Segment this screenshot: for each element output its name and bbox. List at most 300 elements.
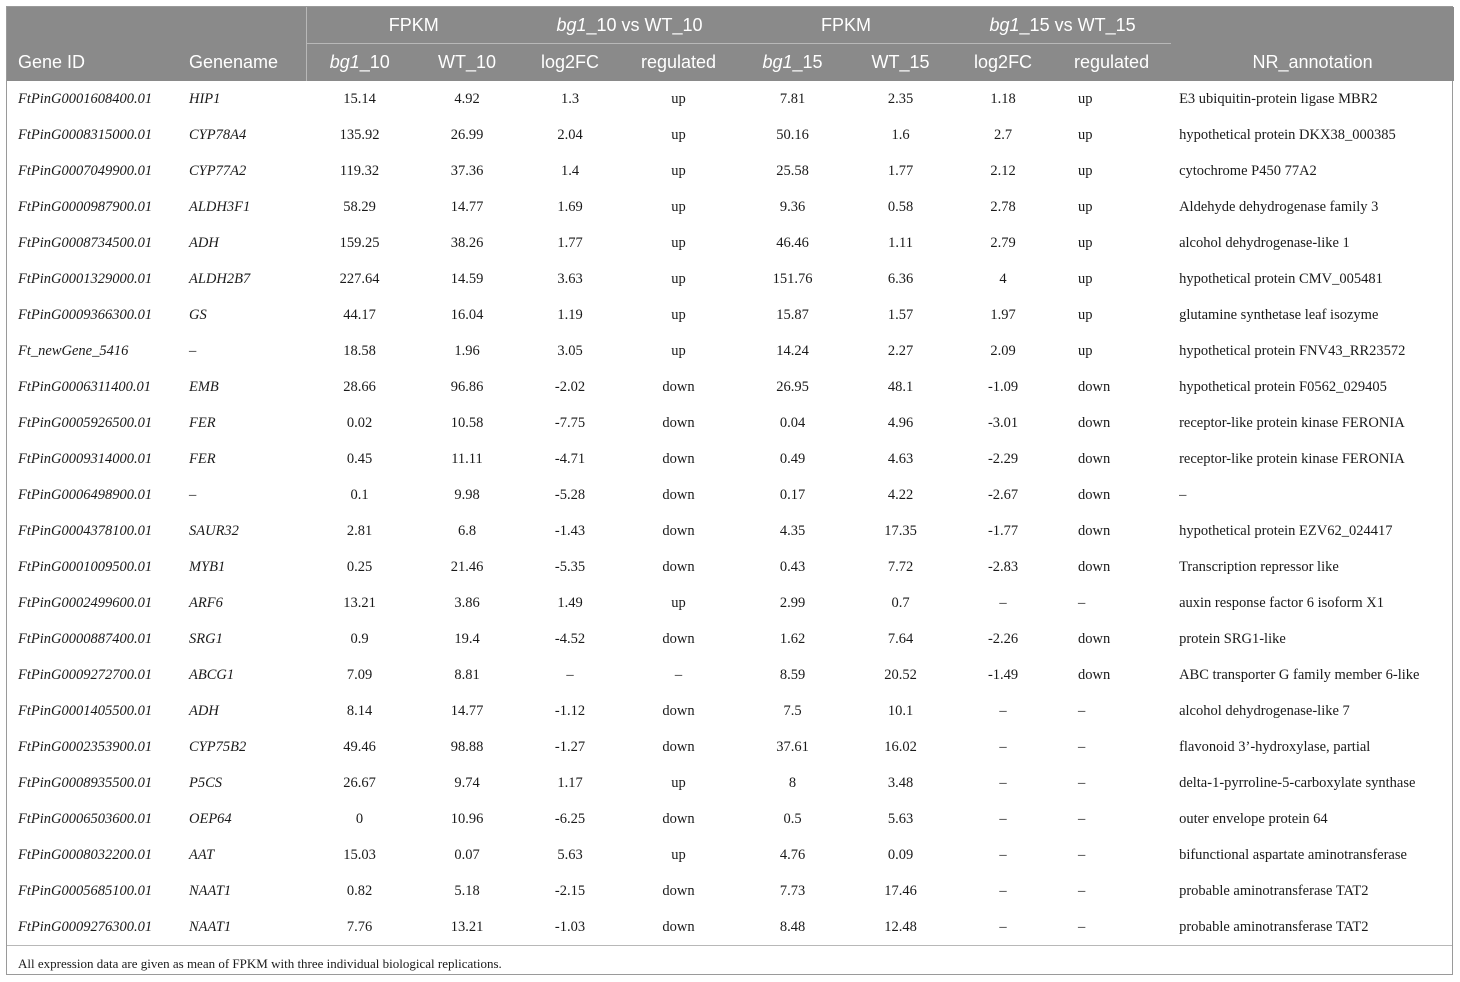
cell-bg1-10: 0.02 [346, 414, 373, 431]
cell-log2fc-15: 4 [999, 270, 1007, 287]
cell-genename: EMB [189, 378, 219, 395]
cell-log2fc-10: -4.71 [554, 450, 586, 467]
table-row [7, 153, 1454, 189]
cell-gene-id: FtPinG0008734500.01 [18, 234, 153, 251]
cell-log2fc-15: – [999, 738, 1007, 755]
cell-wt-15: 7.72 [887, 558, 914, 575]
cell-log2fc-15: 2.12 [990, 162, 1016, 179]
table-header [7, 7, 1454, 81]
cell-log2fc-15: 2.79 [990, 234, 1016, 251]
cell-gene-id: FtPinG0001405500.01 [18, 702, 153, 719]
cell-genename: ARF6 [189, 594, 223, 611]
column-header-log2fc-15: log2FC [974, 52, 1033, 72]
cell-wt-10: 10.58 [450, 414, 484, 431]
cell-wt-10: 4.92 [454, 90, 480, 107]
cell-genename: FER [189, 450, 216, 467]
cell-log2fc-10: -1.43 [554, 522, 586, 539]
cell-regulated-15: up [1078, 270, 1093, 287]
column-header-label: bg1 [329, 52, 360, 72]
cell-regulated-10: up [671, 846, 686, 863]
cell-nr-annotation: probable aminotransferase TAT2 [1179, 882, 1369, 899]
cell-bg1-10: 0.9 [350, 630, 369, 647]
cell-nr-annotation: hypothetical protein DKX38_000385 [1179, 126, 1396, 143]
cell-bg1-10: 159.25 [339, 234, 380, 251]
cell-wt-10: 5.18 [454, 882, 480, 899]
cell-gene-id: FtPinG0006311400.01 [18, 378, 152, 395]
cell-bg1-15: 15.87 [776, 306, 809, 323]
cell-regulated-15: – [1078, 882, 1086, 899]
cell-genename: – [189, 486, 197, 503]
table-row [7, 693, 1454, 729]
cell-gene-id: FtPinG0007049900.01 [18, 162, 153, 179]
table-row [7, 585, 1454, 621]
cell-wt-10: 96.86 [450, 378, 484, 395]
cell-gene-id: FtPinG0004378100.01 [18, 522, 153, 539]
column-header-bg1-10 [306, 44, 413, 82]
cell-gene-id: FtPinG0008315000.01 [18, 126, 153, 143]
cell-regulated-10: up [671, 774, 686, 791]
cell-gene-id: FtPinG0001608400.01 [18, 90, 153, 107]
cell-bg1-10: 0.1 [350, 486, 369, 503]
cell-wt-15: 5.63 [887, 810, 914, 827]
cell-log2fc-10: -2.15 [554, 882, 586, 899]
cell-log2fc-15: – [999, 774, 1007, 791]
cell-wt-15: 4.63 [887, 450, 914, 467]
column-header-log2fc-10: log2FC [541, 52, 600, 72]
cell-genename: – [189, 342, 197, 359]
column-header-label: _15 [792, 52, 823, 72]
cell-bg1-15: 0.49 [779, 450, 806, 467]
cell-log2fc-10: 2.04 [557, 126, 583, 143]
cell-regulated-15: down [1078, 450, 1111, 467]
cell-wt-10: 6.8 [457, 522, 477, 539]
cell-nr-annotation: outer envelope protein 64 [1179, 810, 1328, 827]
column-header-nr-annotation: NR_annotation [1252, 51, 1373, 72]
cell-regulated-15: down [1078, 522, 1111, 539]
cell-log2fc-10: 1.19 [557, 306, 583, 323]
column-header-bg1-15 [738, 44, 847, 82]
cell-bg1-10: 13.21 [343, 594, 376, 611]
cell-wt-10: 98.88 [450, 738, 484, 755]
cell-genename: NAAT1 [189, 918, 232, 935]
cell-nr-annotation: Aldehyde dehydrogenase family 3 [1179, 198, 1379, 215]
group-header-compare-10 [521, 7, 738, 44]
cell-regulated-15: down [1078, 414, 1111, 431]
cell-wt-15: 1.57 [887, 306, 914, 323]
cell-regulated-15: – [1078, 774, 1086, 791]
cell-bg1-15: 9.36 [779, 198, 806, 215]
cell-bg1-10: 0.25 [346, 558, 373, 575]
column-header-label: _10 [359, 52, 390, 72]
cell-log2fc-15: 2.7 [993, 126, 1013, 143]
cell-bg1-15: 4.35 [779, 522, 806, 539]
cell-genename: CYP75B2 [189, 738, 247, 755]
cell-regulated-10: down [662, 414, 695, 431]
cell-genename: OEP64 [189, 810, 232, 827]
cell-log2fc-15: -3.01 [987, 414, 1019, 431]
cell-log2fc-15: – [999, 594, 1007, 611]
cell-log2fc-10: – [566, 666, 574, 683]
header-blank [7, 7, 178, 44]
cell-bg1-15: 25.58 [776, 162, 809, 179]
cell-log2fc-10: -1.03 [554, 918, 586, 935]
cell-gene-id: FtPinG0005926500.01 [18, 414, 153, 431]
cell-gene-id: FtPinG0000887400.01 [18, 630, 153, 647]
cell-bg1-15: 7.73 [779, 882, 806, 899]
cell-regulated-10: – [674, 666, 683, 683]
cell-gene-id: FtPinG0008935500.01 [18, 774, 153, 791]
cell-regulated-10: up [671, 306, 686, 323]
column-header-regulated-10: regulated [640, 52, 717, 72]
cell-gene-id: FtPinG0002499600.01 [18, 594, 153, 611]
table-row [7, 765, 1454, 801]
column-header-wt-10: WT_10 [437, 52, 497, 72]
cell-regulated-15: – [1078, 738, 1086, 755]
cell-regulated-10: down [662, 738, 695, 755]
group-header-label: _15 vs WT_15 [1019, 14, 1136, 35]
cell-bg1-15: 1.62 [779, 630, 806, 647]
cell-nr-annotation: cytochrome P450 77A2 [1179, 162, 1317, 179]
cell-regulated-15: – [1078, 918, 1086, 935]
cell-bg1-15: 4.76 [779, 846, 806, 863]
cell-regulated-10: up [671, 126, 686, 143]
cell-wt-10: 9.74 [454, 774, 480, 791]
cell-regulated-15: up [1078, 342, 1093, 359]
cell-wt-10: 8.81 [454, 666, 480, 683]
group-header-label: FPKM [821, 14, 872, 35]
cell-bg1-15: 0.04 [779, 414, 806, 431]
cell-log2fc-10: 3.05 [557, 342, 583, 359]
cell-gene-id: FtPinG0009314000.01 [18, 450, 153, 467]
cell-nr-annotation: flavonoid 3’-hydroxylase, partial [1179, 738, 1371, 755]
cell-bg1-10: 58.29 [343, 198, 376, 215]
cell-genename: MYB1 [189, 558, 226, 575]
cell-bg1-15: 8.48 [779, 918, 806, 935]
cell-wt-10: 1.96 [454, 342, 480, 359]
cell-regulated-15: down [1078, 666, 1111, 683]
cell-log2fc-10: -2.02 [554, 378, 586, 395]
column-header-wt-15: WT_15 [871, 52, 930, 72]
table-row [7, 549, 1454, 585]
cell-log2fc-10: -6.25 [554, 810, 586, 827]
cell-regulated-15: up [1078, 90, 1093, 107]
table-row [7, 405, 1454, 441]
cell-log2fc-10: 3.63 [557, 270, 583, 287]
cell-genename: CYP78A4 [189, 126, 247, 143]
cell-bg1-10: 15.14 [343, 90, 376, 107]
cell-wt-15: 12.48 [884, 918, 917, 935]
cell-bg1-15: 7.5 [783, 702, 802, 719]
cell-nr-annotation: bifunctional aspartate aminotransferase [1179, 846, 1407, 863]
cell-nr-annotation: auxin response factor 6 isoform X1 [1179, 594, 1385, 611]
cell-regulated-10: down [662, 378, 695, 395]
table-row [7, 909, 1454, 945]
cell-log2fc-10: 1.69 [557, 198, 583, 215]
table-row [7, 441, 1454, 477]
data-table-frame [6, 6, 1453, 975]
cell-gene-id: FtPinG0005685100.01 [18, 882, 153, 899]
cell-bg1-10: 0.45 [346, 450, 373, 467]
cell-bg1-10: 28.66 [343, 378, 376, 395]
cell-genename: ADH [189, 702, 219, 719]
cell-log2fc-10: 1.17 [557, 774, 583, 791]
cell-gene-id: FtPinG0002353900.01 [18, 738, 153, 755]
cell-bg1-15: 46.46 [776, 234, 809, 251]
cell-bg1-10: 7.76 [346, 918, 373, 935]
cell-nr-annotation: glutamine synthetase leaf isozyme [1179, 306, 1379, 323]
cell-wt-15: 17.46 [884, 882, 917, 899]
cell-nr-annotation: receptor-like protein kinase FERONIA [1179, 450, 1405, 467]
cell-wt-15: 3.48 [887, 774, 914, 791]
cell-regulated-10: up [671, 162, 686, 179]
cell-genename: GS [189, 306, 207, 323]
cell-gene-id: FtPinG0008032200.01 [18, 846, 153, 863]
cell-bg1-15: 26.95 [776, 378, 809, 395]
cell-log2fc-10: 1.49 [557, 594, 583, 611]
cell-log2fc-15: -2.26 [987, 630, 1019, 647]
cell-wt-15: 4.22 [887, 486, 914, 503]
table-row [7, 873, 1454, 909]
cell-regulated-10: up [671, 198, 686, 215]
cell-log2fc-15: -2.67 [987, 486, 1019, 503]
cell-wt-10: 11.11 [451, 450, 483, 467]
cell-regulated-15: down [1078, 558, 1111, 575]
cell-bg1-15: 50.16 [776, 126, 809, 143]
cell-bg1-10: 49.46 [343, 738, 376, 755]
table-row [7, 477, 1454, 513]
cell-wt-10: 3.86 [454, 594, 480, 611]
column-header-label: bg1 [762, 52, 793, 72]
cell-wt-10: 13.21 [450, 918, 484, 935]
cell-log2fc-10: -5.35 [554, 558, 586, 575]
table-row [7, 801, 1454, 837]
cell-regulated-10: up [671, 270, 686, 287]
cell-regulated-10: down [662, 882, 695, 899]
group-header-compare-15 [954, 7, 1171, 44]
cell-nr-annotation: hypothetical protein FNV43_RR23572 [1179, 342, 1406, 359]
table-row [7, 333, 1454, 369]
cell-bg1-15: 0.5 [783, 810, 802, 827]
cell-wt-15: 1.6 [891, 126, 910, 143]
header-blank [178, 7, 306, 44]
gene-expression-table [7, 7, 1454, 945]
cell-wt-10: 14.77 [450, 702, 484, 719]
cell-nr-annotation: – [1179, 486, 1187, 503]
cell-nr-annotation: protein SRG1-like [1179, 630, 1286, 647]
cell-bg1-15: 0.17 [779, 486, 806, 503]
cell-regulated-15: – [1078, 594, 1086, 611]
cell-gene-id: FtPinG0009366300.01 [18, 306, 153, 323]
cell-nr-annotation: receptor-like protein kinase FERONIA [1179, 414, 1405, 431]
cell-gene-id: FtPinG0000987900.01 [18, 198, 153, 215]
table-row [7, 657, 1454, 693]
group-header-label: bg1 [989, 14, 1020, 35]
cell-wt-15: 17.35 [884, 522, 917, 539]
cell-regulated-10: down [662, 558, 695, 575]
cell-regulated-15: – [1078, 846, 1086, 863]
cell-log2fc-15: -1.49 [987, 666, 1019, 683]
cell-log2fc-15: 2.78 [990, 198, 1016, 215]
table-footnote: All expression data are given as mean of FPKM with three individual biological replications. [7, 945, 1452, 973]
group-header-label: _10 vs WT_10 [586, 14, 703, 35]
cell-log2fc-15: – [999, 846, 1007, 863]
cell-nr-annotation: Transcription repressor like [1179, 558, 1339, 575]
table-row [7, 261, 1454, 297]
cell-gene-id: FtPinG0006503600.01 [18, 810, 153, 827]
cell-bg1-15: 151.76 [772, 270, 813, 287]
cell-bg1-10: 227.64 [339, 270, 380, 287]
cell-regulated-10: down [662, 486, 695, 503]
table-row [7, 513, 1454, 549]
table-row [7, 225, 1454, 261]
cell-regulated-10: down [662, 522, 695, 539]
cell-regulated-10: down [662, 810, 695, 827]
cell-wt-10: 16.04 [450, 306, 484, 323]
cell-regulated-10: up [671, 90, 686, 107]
cell-nr-annotation: probable aminotransferase TAT2 [1179, 918, 1369, 935]
cell-regulated-10: up [671, 594, 686, 611]
cell-bg1-15: 14.24 [776, 342, 809, 359]
cell-regulated-15: up [1078, 198, 1093, 215]
cell-wt-15: 1.11 [888, 234, 913, 251]
cell-wt-15: 1.77 [887, 162, 914, 179]
cell-regulated-15: down [1078, 630, 1111, 647]
cell-bg1-15: 8 [788, 774, 797, 791]
cell-bg1-10: 8.14 [346, 702, 373, 719]
cell-wt-10: 21.46 [450, 558, 484, 575]
cell-nr-annotation: hypothetical protein EZV62_024417 [1179, 522, 1393, 539]
cell-bg1-10: 119.32 [339, 162, 380, 179]
group-header-fpkm-15 [738, 7, 954, 44]
cell-genename: FER [189, 414, 216, 431]
cell-bg1-10: 44.17 [343, 306, 376, 323]
cell-log2fc-10: 1.4 [560, 162, 580, 179]
cell-genename: SRG1 [189, 630, 223, 647]
cell-bg1-10: 7.09 [346, 666, 373, 683]
cell-nr-annotation: alcohol dehydrogenase-like 7 [1179, 702, 1350, 719]
cell-wt-10: 26.99 [450, 126, 484, 143]
cell-bg1-10: 2.81 [346, 522, 373, 539]
table-row [7, 621, 1454, 657]
cell-bg1-10: 15.03 [343, 846, 376, 863]
cell-wt-15: 0.7 [891, 594, 910, 611]
group-header-label: bg1 [556, 14, 587, 35]
cell-regulated-15: down [1078, 378, 1111, 395]
cell-bg1-15: 2.99 [779, 594, 806, 611]
cell-bg1-10: 0 [355, 810, 364, 827]
cell-wt-10: 19.4 [454, 630, 480, 647]
cell-bg1-10: 18.58 [343, 342, 376, 359]
cell-wt-15: 7.64 [887, 630, 914, 647]
cell-log2fc-15: 1.97 [990, 306, 1016, 323]
cell-wt-15: 0.09 [887, 846, 914, 863]
cell-log2fc-15: – [999, 882, 1007, 899]
cell-log2fc-15: -2.29 [987, 450, 1019, 467]
cell-log2fc-15: – [999, 702, 1007, 719]
cell-bg1-15: 7.81 [779, 90, 806, 107]
cell-regulated-15: up [1078, 162, 1093, 179]
cell-regulated-10: up [671, 342, 686, 359]
cell-wt-15: 48.1 [887, 378, 914, 395]
cell-log2fc-15: – [999, 918, 1007, 935]
cell-gene-id: FtPinG0009272700.01 [18, 666, 153, 683]
cell-log2fc-15: 1.18 [990, 90, 1016, 107]
cell-nr-annotation: ABC transporter G family member 6-like [1179, 666, 1420, 683]
cell-bg1-15: 37.61 [776, 738, 809, 755]
cell-wt-15: 4.96 [887, 414, 914, 431]
table-body [7, 81, 1454, 945]
cell-regulated-15: – [1078, 702, 1086, 719]
table-row [7, 369, 1454, 405]
cell-wt-10: 9.98 [454, 486, 480, 503]
cell-genename: P5CS [189, 774, 223, 791]
cell-gene-id: FtPinG0009276300.01 [18, 918, 153, 935]
cell-gene-id: FtPinG0006498900.01 [18, 486, 153, 503]
cell-wt-15: 20.52 [884, 666, 917, 683]
cell-wt-10: 10.96 [450, 810, 484, 827]
cell-log2fc-10: 1.77 [557, 234, 583, 251]
cell-wt-10: 38.26 [450, 234, 484, 251]
cell-genename: NAAT1 [189, 882, 232, 899]
cell-regulated-15: up [1078, 306, 1093, 323]
cell-regulated-10: up [671, 234, 686, 251]
cell-wt-15: 0.58 [887, 198, 914, 215]
cell-wt-10: 14.59 [450, 270, 484, 287]
cell-gene-id: FtPinG0001009500.01 [18, 558, 153, 575]
cell-log2fc-10: -1.12 [554, 702, 586, 719]
cell-wt-15: 6.36 [887, 270, 914, 287]
cell-log2fc-10: -5.28 [554, 486, 586, 503]
cell-bg1-10: 135.92 [339, 126, 380, 143]
cell-wt-15: 16.02 [884, 738, 917, 755]
cell-log2fc-15: 2.09 [990, 342, 1016, 359]
table-row [7, 837, 1454, 873]
cell-log2fc-10: 1.3 [560, 90, 580, 107]
cell-wt-15: 2.27 [887, 342, 914, 359]
column-header-gene-id: Gene ID [18, 51, 86, 72]
cell-log2fc-15: -2.83 [987, 558, 1019, 575]
cell-log2fc-10: -4.52 [554, 630, 586, 647]
cell-wt-10: 0.07 [454, 846, 480, 863]
cell-log2fc-10: -1.27 [554, 738, 586, 755]
group-header-fpkm-10 [306, 7, 521, 44]
cell-log2fc-15: -1.09 [987, 378, 1019, 395]
header-blank [1171, 7, 1454, 44]
cell-genename: CYP77A2 [189, 162, 247, 179]
cell-wt-15: 2.35 [887, 90, 914, 107]
cell-log2fc-10: -7.75 [554, 414, 586, 431]
cell-nr-annotation: alcohol dehydrogenase-like 1 [1179, 234, 1350, 251]
cell-genename: ALDH3F1 [189, 198, 251, 215]
table-row [7, 117, 1454, 153]
column-header-regulated-15: regulated [1074, 52, 1150, 72]
cell-wt-10: 14.77 [450, 198, 484, 215]
cell-nr-annotation: delta-1-pyrroline-5-carboxylate synthase [1179, 774, 1416, 791]
cell-nr-annotation: hypothetical protein CMV_005481 [1179, 270, 1383, 287]
table-row [7, 297, 1454, 333]
cell-wt-10: 37.36 [450, 162, 484, 179]
table-row [7, 729, 1454, 765]
cell-regulated-15: down [1078, 486, 1111, 503]
column-header-genename: Genename [189, 51, 279, 72]
cell-genename: SAUR32 [189, 522, 239, 539]
cell-regulated-10: down [662, 702, 695, 719]
cell-gene-id: FtPinG0001329000.01 [18, 270, 153, 287]
cell-genename: ALDH2B7 [189, 270, 251, 287]
cell-genename: ABCG1 [189, 666, 235, 683]
cell-genename: ADH [189, 234, 219, 251]
cell-bg1-15: 0.43 [779, 558, 806, 575]
